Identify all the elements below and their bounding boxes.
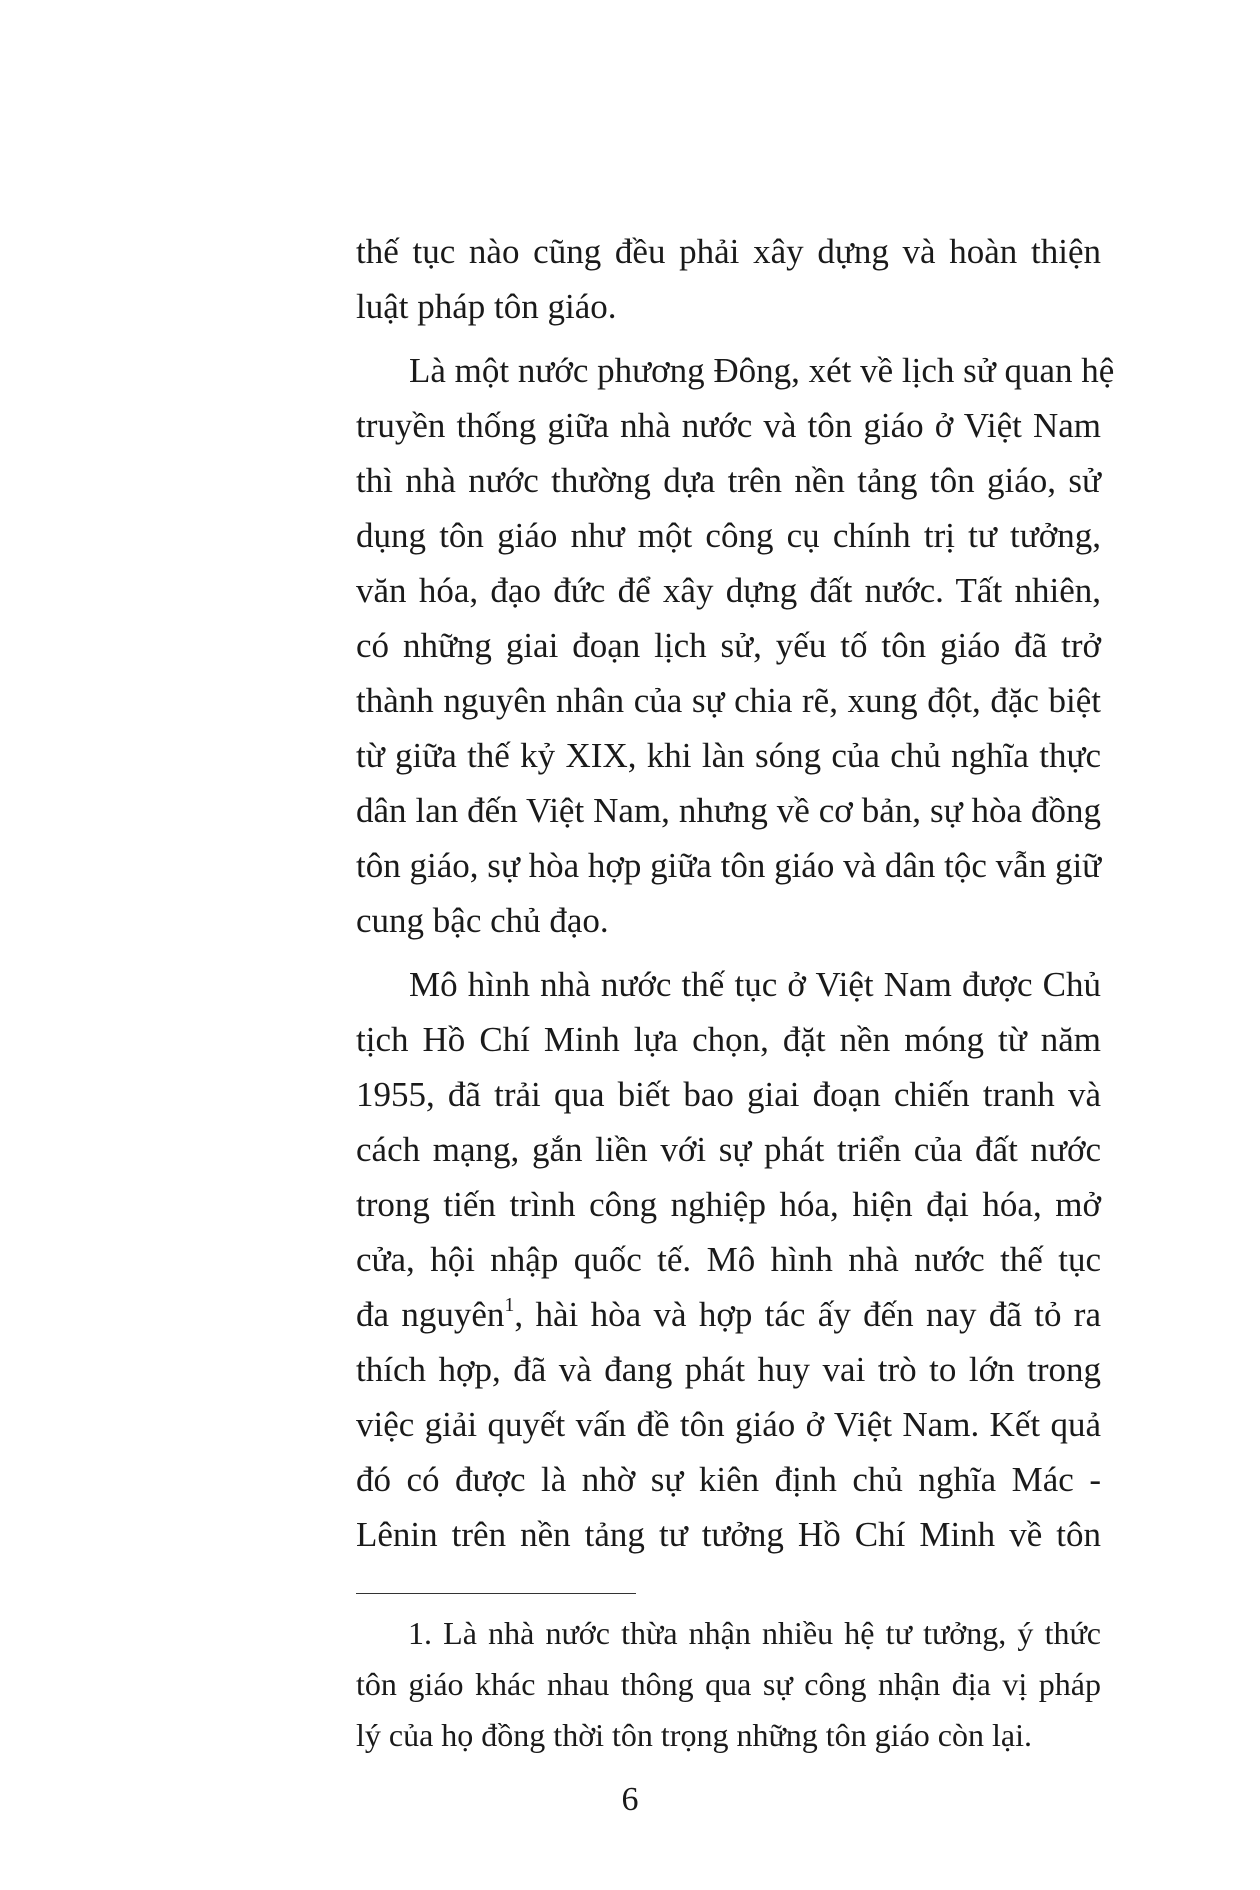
text-line: việc giải quyết vấn đề tôn giáo ở Việt Nam. Kết quả bbox=[356, 1405, 1101, 1444]
text-line: cung bậc chủ đạo. bbox=[356, 901, 609, 940]
text-line-with-footnote bbox=[356, 1287, 1101, 1342]
footnote-line: lý của họ đồng thời tôn trọng những tôn giáo còn lại. bbox=[356, 1717, 1032, 1753]
text-line: Là một nước phương Đông, xét về lịch sử quan hệ bbox=[409, 351, 1115, 390]
text-line: truyền thống giữa nhà nước và tôn giáo ở Việt Nam bbox=[356, 406, 1101, 445]
footnote bbox=[356, 1608, 1101, 1761]
text-line: cửa, hội nhập quốc tế. Mô hình nhà nước thế tục bbox=[356, 1240, 1101, 1279]
footnote-line: tôn giáo khác nhau thông qua sự công nhận địa vị pháp bbox=[356, 1666, 1101, 1702]
text-line: cách mạng, gắn liền với sự phát triển của đất nước bbox=[356, 1130, 1101, 1169]
text-line: thích hợp, đã và đang phát huy vai trò to lớn trong bbox=[356, 1350, 1101, 1389]
footnote-reference[interactable]: 1 bbox=[504, 1294, 515, 1317]
body-text bbox=[356, 224, 1115, 1562]
text-line: trong tiến trình công nghiệp hóa, hiện đại hóa, mở bbox=[356, 1185, 1101, 1224]
text-line: dụng tôn giáo như một công cụ chính trị tư tưởng, bbox=[356, 516, 1101, 555]
text-line: từ giữa thế kỷ XIX, khi làn sóng của chủ nghĩa thực bbox=[356, 736, 1101, 775]
text-line: Mô hình nhà nước thế tục ở Việt Nam được Chủ bbox=[409, 965, 1101, 1004]
text-line: thì nhà nước thường dựa trên nền tảng tôn giáo, sử bbox=[356, 461, 1101, 500]
text-line: thế tục nào cũng đều phải xây dựng và hoàn thiện bbox=[356, 232, 1101, 271]
text-line: luật pháp tôn giáo. bbox=[356, 287, 617, 326]
text-line: 1955, đã trải qua biết bao giai đoạn chiến tranh và bbox=[356, 1075, 1101, 1114]
text-line: có những giai đoạn lịch sử, yếu tố tôn giáo đã trở bbox=[356, 626, 1101, 665]
text-line: dân lan đến Việt Nam, nhưng về cơ bản, sự hòa đồng bbox=[356, 791, 1101, 830]
line-start: đa nguyên bbox=[356, 1295, 505, 1334]
footnote-divider bbox=[356, 1593, 636, 1594]
text-line: văn hóa, đạo đức để xây dựng đất nước. Tất nhiên, bbox=[356, 571, 1101, 610]
text-line: tôn giáo, sự hòa hợp giữa tôn giáo và dân tộc vẫn giữ bbox=[356, 846, 1102, 885]
line-end: , hài hòa và hợp tác ấy đến nay đã tỏ ra bbox=[514, 1295, 1101, 1334]
text-line: tịch Hồ Chí Minh lựa chọn, đặt nền móng từ năm bbox=[356, 1020, 1101, 1059]
text-line: Lênin trên nền tảng tư tưởng Hồ Chí Minh về tôn bbox=[356, 1515, 1101, 1554]
text-line: đó có được là nhờ sự kiên định chủ nghĩa Mác - bbox=[356, 1460, 1101, 1499]
footnote-line: 1. Là nhà nước thừa nhận nhiều hệ tư tưởng, ý thức bbox=[408, 1615, 1101, 1651]
page-number: 6 bbox=[621, 1781, 639, 1818]
text-line: thành nguyên nhân của sự chia rẽ, xung đột, đặc biệt bbox=[356, 681, 1101, 720]
